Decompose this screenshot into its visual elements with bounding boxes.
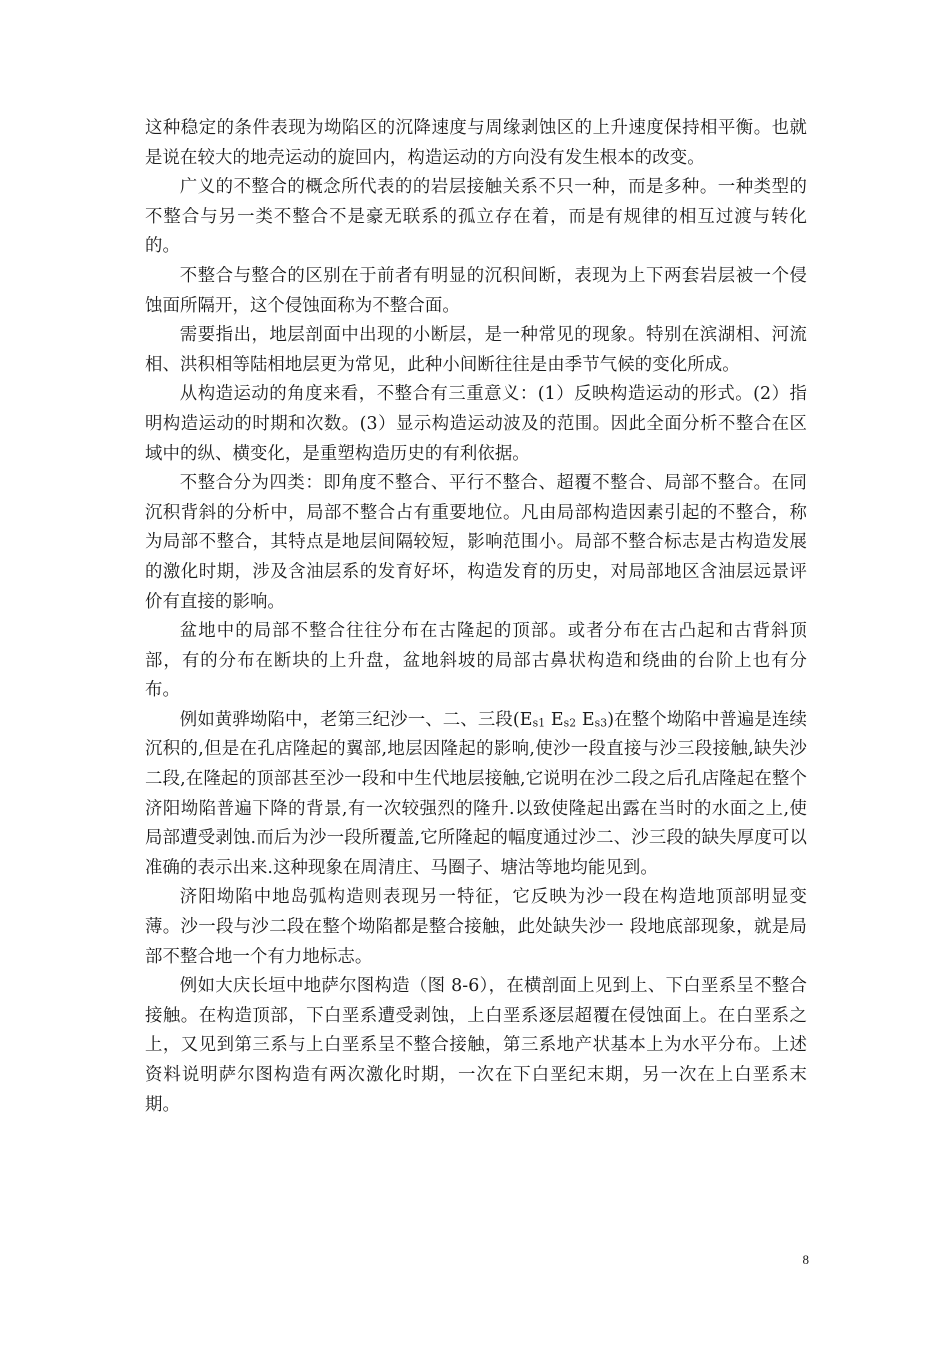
paragraph-7: 盆地中的局部不整合往往分布在古隆起的顶部。或者分布在古凸起和古背斜顶部，有的分布在断块的上升盘，盆地斜坡的局部古鼻状构造和绕曲的台阶上也有分布。	[145, 621, 807, 701]
paragraph-10: 例如大庆长垣中地萨尔图构造（图 8-6），在横剖面上见到上、下白垩系呈不整合接触。在构造顶部，下白垩系遭受剥蚀，上白垩系逐层超覆在侵蚀面上。在白垩系之上，又见到第三系与上白垩系呈不整合接触，第三系地产状基本上为水平分布。上述资料说明萨尔图构造有两次激化时期，一次在下白垩纪末期，另一次在上白垩系末期。	[145, 976, 807, 1115]
paragraph-4: 需要指出，地层剖面中出现的小断层，是一种常见的现象。特别在滨湖相、河流相、洪积相等陆相地层更为常见，此种小间断往往是由季节气候的变化所成。	[145, 325, 807, 375]
paragraph-3: 不整合与整合的区别在于前者有明显的沉积间断，表现为上下两套岩层被一个侵蚀面所隔开，这个侵蚀面称为不整合面。	[145, 265, 807, 316]
paragraph-8-before: 例如黄骅坳陷中，老第三纪沙一、二、三段(	[179, 709, 520, 730]
paragraph-2: 广义的不整合的概念所代表的的岩层接触关系不只一种，而是多种。一种类型的不整合与另一类不整合不是豪无联系的孤立存在着，而是有规律的相互过渡与转化的。	[145, 177, 807, 257]
paragraph-6: 不整合分为四类：即角度不整合、平行不整合、超覆不整合、局部不整合。在同沉积背斜的分析中，局部不整合占有重要地位。凡由局部构造因素引起的不整合，称为局部不整合，其特点是地层间隔较短，影响范围小。局部不整合标志是古构造发展的激化时期，涉及含油层系的发育好坏，构造发育的历史，对局部地区含油层远景评价有直接的影响。	[145, 473, 807, 612]
body-text	[145, 114, 807, 1120]
page-number: 8	[802, 1252, 809, 1267]
formation-es2: Es2	[550, 709, 577, 730]
paragraph-8	[145, 706, 807, 884]
paragraph-1: 这种稳定的条件表现为坳陷区的沉降速度与周缘剥蚀区的上升速度保持相平衡。也就是说在较大的地壳运动的旋回内，构造运动的方向没有发生根本的改变。	[145, 118, 807, 168]
formation-es1: Es1	[519, 709, 546, 730]
paragraph-8-after: )在整个坳陷中普遍是连续沉积的,但是在孔店隆起的翼部,地层因隆起的影响,使沙一段直接与沙三段接触,缺失沙二段,在隆起的顶部甚至沙一段和中生代地层接触,它说明在沙二段之后孔店隆起在整个济阳坳陷普遍下降的背景,有一次较强烈的隆升.以致使隆起出露在当时的水面之上,使局部遭受剥蚀.而后为沙一段所覆盖,它所隆起的幅度通过沙二、沙三段的缺失厚度可以准确的表示出来.这种现象在周清庄、马圈子、塘沽等地均能见到。	[145, 709, 807, 878]
formation-es3: Es3	[581, 709, 608, 730]
paragraph-5: 从构造运动的角度来看，不整合有三重意义：(1）反映构造运动的形式。(2）指明构造运动的时期和次数。(3）显示构造运动波及的范围。因此全面分析不整合在区域中的纵、横变化，是重塑构造历史的有利依据。	[145, 384, 807, 464]
paragraph-9: 济阳坳陷中地岛弧构造则表现另一特征，它反映为沙一段在构造地顶部明显变薄。沙一段与沙二段在整个坳陷都是整合接触，此处缺失沙一 段地底部现象，就是局部不整合地一个有力地标志。	[145, 887, 807, 967]
